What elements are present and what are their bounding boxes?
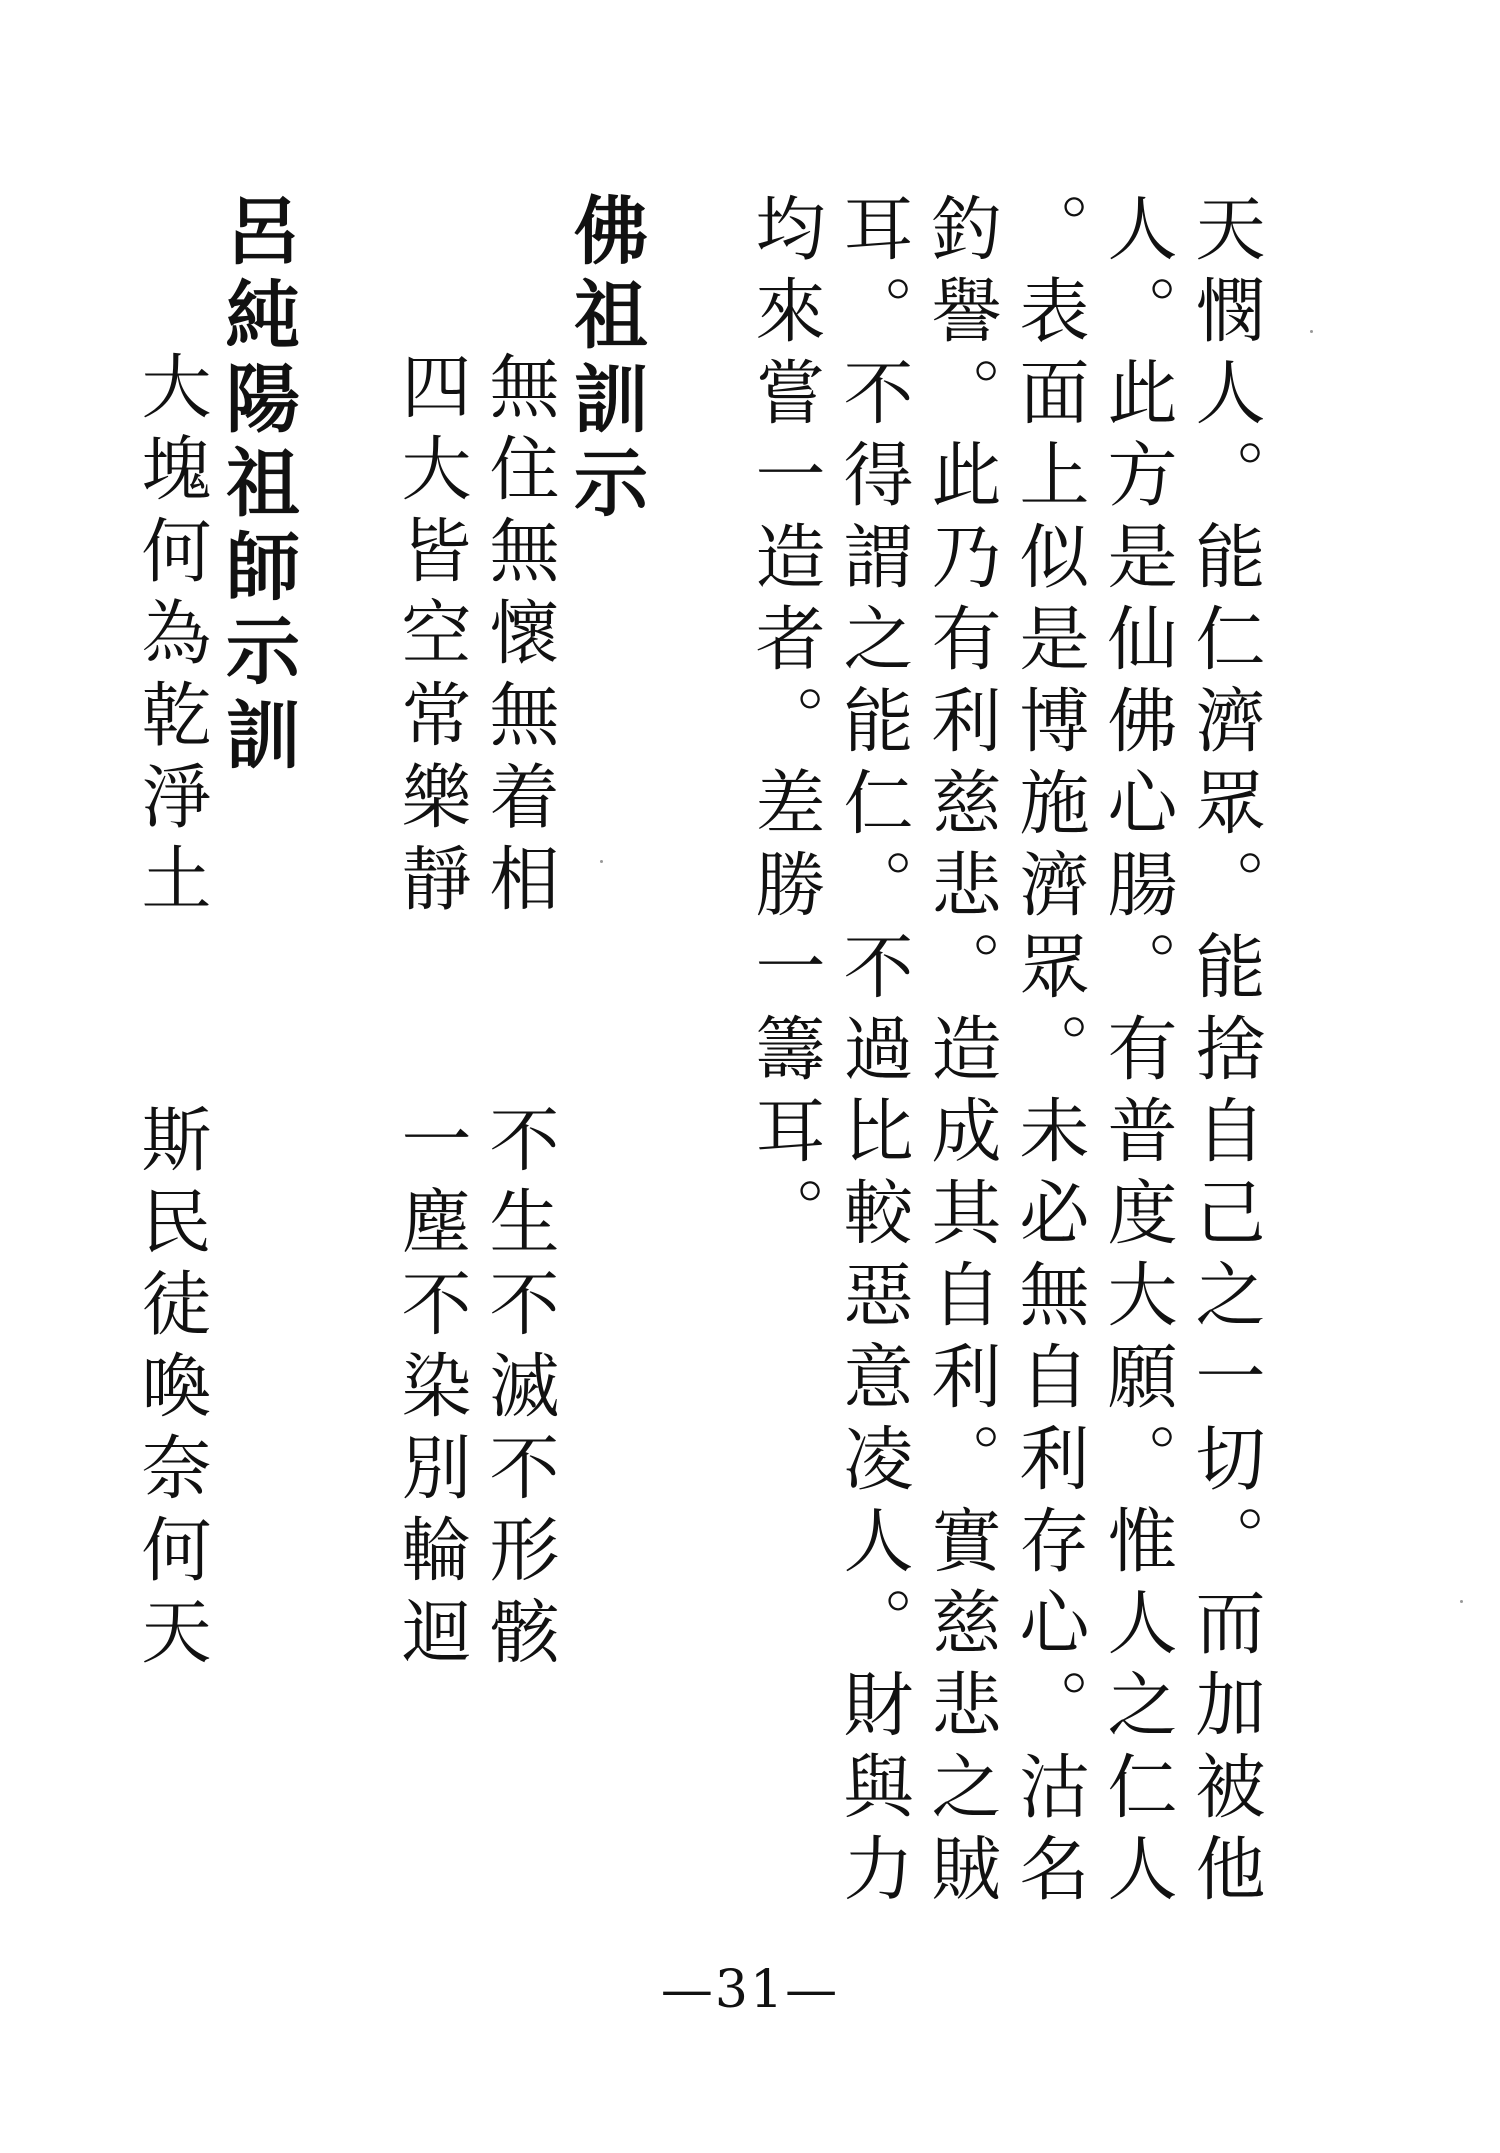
scan-speck <box>1310 330 1313 333</box>
essay-line-2: 人。此方是仙佛心腸。有普度大願。惟人之仁人 <box>1096 192 1178 1914</box>
lu-verse-lower: 斯民徒喚奈何天 <box>130 1103 212 1677</box>
lu-verse-upper: 大塊何為乾淨土 <box>130 350 212 924</box>
scan-speck <box>600 860 603 863</box>
essay-line-3: 。表面上似是博施濟眾。未必無自利存心。沽名 <box>1008 192 1090 1914</box>
buddha-verse-upper-2: 四大皆空常樂靜 <box>390 350 472 924</box>
essay-line-4: 釣譽。此乃有利慈悲。造成其自利。實慈悲之賊 <box>920 192 1002 1914</box>
lu-instruction-title: 呂純陽祖師示訓 <box>214 192 300 780</box>
page-number: —31— <box>660 1960 840 2020</box>
buddha-verse-upper-1: 無住無懷無着相 <box>478 350 560 924</box>
essay-line-1: 天憫人。能仁濟眾。能捨自己之一切。而加被他 <box>1184 192 1266 1914</box>
buddha-verse-lower-1: 不生不滅不形骸 <box>478 1103 560 1677</box>
essay-line-6: 均來嘗一造者。差勝一籌耳。 <box>744 192 826 1258</box>
buddha-instruction-title: 佛祖訓示 <box>562 192 648 528</box>
buddha-verse-lower-2: 一塵不染別輪迴 <box>390 1103 472 1677</box>
essay-line-5: 耳。不得謂之能仁。不過比較惡意凌人。財與力 <box>832 192 914 1914</box>
scan-speck <box>1460 1600 1463 1603</box>
